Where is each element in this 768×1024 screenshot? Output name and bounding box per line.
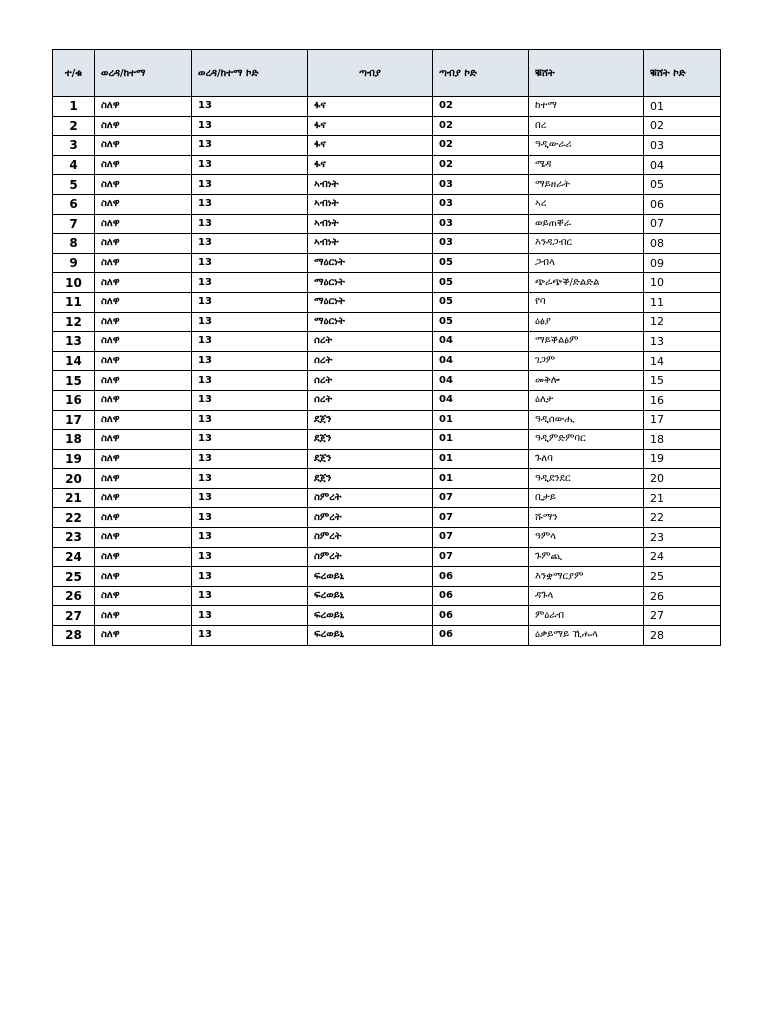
cell-kushet: ሹማን (529, 508, 644, 528)
cell-woreda-code: 13 (192, 253, 308, 273)
table-row (53, 410, 721, 430)
cell-woreda: ስለዋ (95, 97, 192, 117)
cell-no: 6 (53, 194, 95, 214)
cell-kushet-code: 04 (644, 155, 721, 175)
cell-kushet: ዕፅያ (529, 312, 644, 332)
cell-no: 20 (53, 469, 95, 489)
cell-woreda-code: 13 (192, 547, 308, 567)
cell-woreda: ስለዋ (95, 312, 192, 332)
cell-tabia-code: 05 (433, 312, 529, 332)
cell-no: 17 (53, 410, 95, 430)
cell-woreda: ስለዋ (95, 194, 192, 214)
cell-tabia-code: 04 (433, 371, 529, 391)
cell-kushet: ምዕራብ (529, 606, 644, 626)
table-row (53, 214, 721, 234)
cell-tabia-code: 05 (433, 273, 529, 293)
cell-kushet-code: 05 (644, 175, 721, 195)
cell-no: 4 (53, 155, 95, 175)
cell-woreda: ስለዋ (95, 351, 192, 371)
cell-woreda: ስለዋ (95, 626, 192, 646)
cell-kushet: ኣረ (529, 194, 644, 214)
cell-woreda-code: 13 (192, 292, 308, 312)
cell-woreda: ስለዋ (95, 116, 192, 136)
cell-woreda-code: 13 (192, 332, 308, 352)
cell-kushet-code: 08 (644, 234, 721, 254)
cell-no: 28 (53, 626, 95, 646)
cell-kushet-code: 09 (644, 253, 721, 273)
cell-woreda: ስለዋ (95, 488, 192, 508)
table-row (53, 528, 721, 548)
cell-tabia-code: 06 (433, 606, 529, 626)
table-row (53, 351, 721, 371)
table-body (53, 97, 721, 646)
cell-no: 13 (53, 332, 95, 352)
cell-tabia: ፍረወይኒ (308, 586, 433, 606)
cell-kushet-code: 19 (644, 449, 721, 469)
cell-woreda: ስለዋ (95, 253, 192, 273)
cell-woreda-code: 13 (192, 97, 308, 117)
cell-tabia-code: 02 (433, 116, 529, 136)
cell-woreda: ስለዋ (95, 234, 192, 254)
cell-no: 23 (53, 528, 95, 548)
cell-kushet: ጋብላ (529, 253, 644, 273)
cell-tabia-code: 03 (433, 194, 529, 214)
cell-kushet-code: 27 (644, 606, 721, 626)
cell-kushet-code: 06 (644, 194, 721, 214)
cell-no: 18 (53, 430, 95, 450)
header-woreda-code: ወረዳ/ከተማ ኮድ (192, 50, 308, 97)
cell-kushet-code: 01 (644, 97, 721, 117)
cell-tabia-code: 04 (433, 390, 529, 410)
cell-kushet: ጉለባ (529, 449, 644, 469)
cell-tabia: ፍረወይኒ (308, 567, 433, 587)
kushet-table (52, 49, 721, 646)
table-header-row (53, 50, 721, 97)
table-row (53, 155, 721, 175)
table-row (53, 253, 721, 273)
cell-woreda-code: 13 (192, 371, 308, 391)
cell-kushet: ዓዲምድምባር (529, 430, 644, 450)
table-row (53, 273, 721, 293)
cell-tabia: ፋና (308, 116, 433, 136)
cell-woreda: ስለዋ (95, 332, 192, 352)
cell-no: 21 (53, 488, 95, 508)
cell-kushet: እንዳጋብር (529, 234, 644, 254)
cell-woreda-code: 13 (192, 410, 308, 430)
cell-woreda-code: 13 (192, 430, 308, 450)
header-tabia: ጣብያ (308, 50, 433, 97)
cell-kushet-code: 23 (644, 528, 721, 548)
cell-no: 22 (53, 508, 95, 528)
cell-kushet-code: 17 (644, 410, 721, 430)
cell-tabia-code: 06 (433, 586, 529, 606)
cell-woreda-code: 13 (192, 116, 308, 136)
cell-kushet: ማይዘራት (529, 175, 644, 195)
cell-tabia: ስምረት (308, 508, 433, 528)
cell-no: 16 (53, 390, 95, 410)
cell-kushet: መቅሎ (529, 371, 644, 391)
cell-kushet: ዓምላ (529, 528, 644, 548)
cell-no: 11 (53, 292, 95, 312)
cell-tabia: ሰረት (308, 390, 433, 410)
cell-no: 14 (53, 351, 95, 371)
cell-kushet-code: 16 (644, 390, 721, 410)
cell-tabia: ፍረወይኒ (308, 606, 433, 626)
cell-kushet: ማይቕልፅም (529, 332, 644, 352)
cell-kushet-code: 10 (644, 273, 721, 293)
cell-no: 3 (53, 136, 95, 156)
cell-no: 27 (53, 606, 95, 626)
cell-woreda: ስለዋ (95, 390, 192, 410)
table-row (53, 194, 721, 214)
cell-kushet-code: 03 (644, 136, 721, 156)
cell-woreda: ስለዋ (95, 371, 192, 391)
cell-woreda: ስለዋ (95, 547, 192, 567)
cell-tabia-code: 01 (433, 430, 529, 450)
header-woreda: ወረዳ/ከተማ (95, 50, 192, 97)
cell-kushet-code: 11 (644, 292, 721, 312)
cell-tabia-code: 03 (433, 175, 529, 195)
table-row (53, 547, 721, 567)
cell-tabia-code: 07 (433, 528, 529, 548)
cell-no: 5 (53, 175, 95, 195)
cell-no: 15 (53, 371, 95, 391)
cell-kushet: ዓዲደንደር (529, 469, 644, 489)
cell-woreda-code: 13 (192, 136, 308, 156)
cell-tabia-code: 02 (433, 136, 529, 156)
cell-woreda: ስለዋ (95, 175, 192, 195)
cell-woreda: ስለዋ (95, 155, 192, 175)
cell-woreda-code: 13 (192, 586, 308, 606)
cell-woreda-code: 13 (192, 214, 308, 234)
cell-tabia-code: 04 (433, 332, 529, 352)
cell-tabia-code: 01 (433, 449, 529, 469)
cell-kushet-code: 13 (644, 332, 721, 352)
cell-woreda: ስለዋ (95, 430, 192, 450)
cell-no: 12 (53, 312, 95, 332)
cell-woreda: ስለዋ (95, 508, 192, 528)
cell-woreda-code: 13 (192, 606, 308, 626)
cell-kushet-code: 28 (644, 626, 721, 646)
cell-kushet-code: 25 (644, 567, 721, 587)
cell-tabia: ሰረት (308, 371, 433, 391)
table-row (53, 292, 721, 312)
table-row (53, 449, 721, 469)
cell-woreda: ስለዋ (95, 449, 192, 469)
cell-kushet-code: 24 (644, 547, 721, 567)
cell-tabia-code: 07 (433, 508, 529, 528)
header-kushet-code: ቑሸት ኮድ (644, 50, 721, 97)
table-row (53, 430, 721, 450)
cell-kushet: ጉምጪ (529, 547, 644, 567)
cell-no: 7 (53, 214, 95, 234)
cell-tabia: ፋና (308, 97, 433, 117)
cell-tabia: ስምረት (308, 488, 433, 508)
cell-kushet: እንቋማርያም (529, 567, 644, 587)
header-no: ተ/ቁ (53, 50, 95, 97)
cell-tabia: ሰረት (308, 332, 433, 352)
cell-tabia: ማዕርነት (308, 312, 433, 332)
cell-tabia: ኣብነት (308, 194, 433, 214)
table-row (53, 371, 721, 391)
cell-woreda: ስለዋ (95, 606, 192, 626)
cell-tabia-code: 06 (433, 626, 529, 646)
cell-tabia-code: 01 (433, 410, 529, 430)
cell-kushet: ገጋም (529, 351, 644, 371)
cell-tabia: ስምረት (308, 547, 433, 567)
cell-woreda-code: 13 (192, 626, 308, 646)
cell-kushet-code: 26 (644, 586, 721, 606)
table-row (53, 332, 721, 352)
cell-tabia-code: 07 (433, 488, 529, 508)
cell-kushet: ወይጠቐራ (529, 214, 644, 234)
cell-kushet-code: 20 (644, 469, 721, 489)
cell-tabia: ማዕርነት (308, 253, 433, 273)
header-kushet: ቑሸት (529, 50, 644, 97)
cell-kushet-code: 15 (644, 371, 721, 391)
cell-kushet: ዳጉላ (529, 586, 644, 606)
cell-no: 1 (53, 97, 95, 117)
cell-tabia: ማዕርነት (308, 292, 433, 312)
table-row (53, 567, 721, 587)
cell-kushet: ዓዲውራሪ (529, 136, 644, 156)
cell-tabia: ስምረት (308, 528, 433, 548)
cell-tabia-code: 03 (433, 214, 529, 234)
table-row (53, 606, 721, 626)
cell-woreda: ስለዋ (95, 528, 192, 548)
table-row (53, 626, 721, 646)
cell-tabia-code: 02 (433, 97, 529, 117)
cell-woreda: ስለዋ (95, 273, 192, 293)
cell-kushet: በረ (529, 116, 644, 136)
cell-tabia-code: 05 (433, 253, 529, 273)
cell-kushet: ጭራጭቕ/ድልድል (529, 273, 644, 293)
cell-woreda-code: 13 (192, 194, 308, 214)
cell-tabia-code: 04 (433, 351, 529, 371)
cell-tabia-code: 03 (433, 234, 529, 254)
cell-woreda: ስለዋ (95, 410, 192, 430)
cell-kushet: ዓዲሰውሒ (529, 410, 644, 430)
cell-tabia: ፋና (308, 155, 433, 175)
cell-tabia-code: 07 (433, 547, 529, 567)
cell-no: 25 (53, 567, 95, 587)
cell-tabia: ደጀን (308, 449, 433, 469)
cell-no: 9 (53, 253, 95, 273)
cell-no: 8 (53, 234, 95, 254)
cell-woreda-code: 13 (192, 390, 308, 410)
cell-woreda-code: 13 (192, 273, 308, 293)
cell-woreda: ስለዋ (95, 214, 192, 234)
cell-tabia: ደጀን (308, 410, 433, 430)
cell-woreda-code: 13 (192, 528, 308, 548)
table-row (53, 97, 721, 117)
cell-no: 24 (53, 547, 95, 567)
cell-woreda-code: 13 (192, 469, 308, 489)
header-tabia-code: ጣብያ ኮድ (433, 50, 529, 97)
cell-woreda-code: 13 (192, 155, 308, 175)
cell-woreda-code: 13 (192, 234, 308, 254)
cell-woreda: ስለዋ (95, 136, 192, 156)
cell-woreda: ስለዋ (95, 469, 192, 489)
cell-tabia-code: 01 (433, 469, 529, 489)
cell-kushet: ቢታይ (529, 488, 644, 508)
cell-woreda: ስለዋ (95, 292, 192, 312)
cell-woreda: ስለዋ (95, 567, 192, 587)
table-row (53, 175, 721, 195)
cell-tabia-code: 05 (433, 292, 529, 312)
cell-kushet-code: 21 (644, 488, 721, 508)
table-row (53, 136, 721, 156)
table-row (53, 508, 721, 528)
table-row (53, 234, 721, 254)
cell-no: 19 (53, 449, 95, 469)
cell-woreda-code: 13 (192, 508, 308, 528)
cell-tabia: ኣብነት (308, 175, 433, 195)
cell-tabia: ማዕርነት (308, 273, 433, 293)
cell-tabia: ሰረት (308, 351, 433, 371)
cell-woreda-code: 13 (192, 488, 308, 508)
table-row (53, 488, 721, 508)
cell-kushet-code: 18 (644, 430, 721, 450)
cell-kushet: ሜዳ (529, 155, 644, 175)
cell-kushet-code: 22 (644, 508, 721, 528)
cell-woreda-code: 13 (192, 351, 308, 371)
cell-tabia: ኣብነት (308, 214, 433, 234)
cell-woreda-code: 13 (192, 175, 308, 195)
cell-woreda-code: 13 (192, 567, 308, 587)
cell-kushet: ከተማ (529, 97, 644, 117)
cell-kushet-code: 07 (644, 214, 721, 234)
table-row (53, 312, 721, 332)
cell-kushet-code: 02 (644, 116, 721, 136)
cell-kushet: የባ (529, 292, 644, 312)
cell-tabia: ደጀን (308, 469, 433, 489)
cell-no: 10 (53, 273, 95, 293)
cell-tabia: ኣብነት (308, 234, 433, 254)
cell-no: 2 (53, 116, 95, 136)
cell-tabia-code: 02 (433, 155, 529, 175)
table-row (53, 469, 721, 489)
cell-kushet-code: 14 (644, 351, 721, 371)
cell-tabia: ፍረወይኒ (308, 626, 433, 646)
cell-kushet: ዕለታ (529, 390, 644, 410)
cell-kushet-code: 12 (644, 312, 721, 332)
table-row (53, 586, 721, 606)
cell-kushet: ዕቃይማይ ኺሑላ (529, 626, 644, 646)
cell-woreda-code: 13 (192, 312, 308, 332)
cell-woreda: ስለዋ (95, 586, 192, 606)
table-row (53, 116, 721, 136)
cell-woreda-code: 13 (192, 449, 308, 469)
table-row (53, 390, 721, 410)
cell-tabia: ደጀን (308, 430, 433, 450)
cell-tabia-code: 06 (433, 567, 529, 587)
cell-tabia: ፋና (308, 136, 433, 156)
cell-no: 26 (53, 586, 95, 606)
